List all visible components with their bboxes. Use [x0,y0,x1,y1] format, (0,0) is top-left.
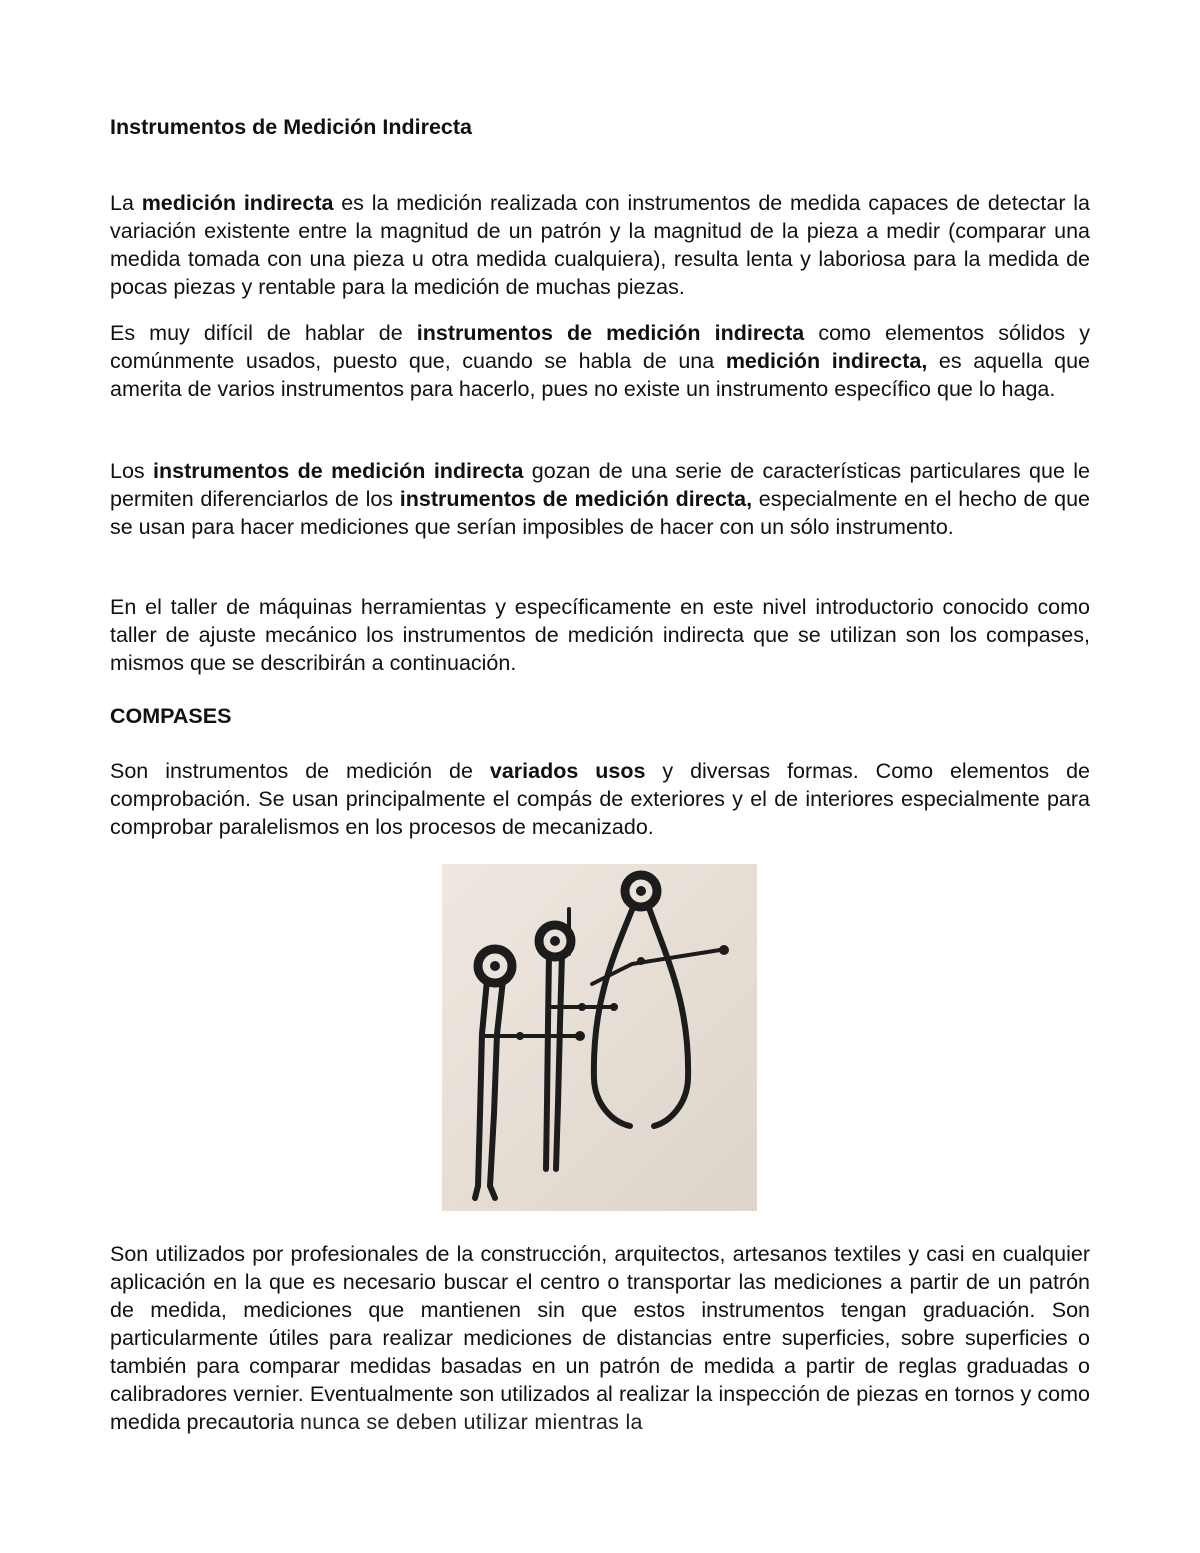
paragraph-uses [110,1240,1090,1436]
calipers-photo [442,864,757,1211]
paragraph-workshop: En el taller de máquinas herramientas y específicamente en este nivel introductorio conocido como taller de ajuste mecánico los instrumentos de medición indirecta que se utilizan son los compases, mismos que se describirán a continuación. [110,595,1090,675]
text-run: Son instrumentos de medición de [110,759,490,783]
paragraph-difficulty [110,319,1090,403]
section-heading-compases: COMPASES [110,704,232,728]
bold-term: variados usos [489,759,646,783]
paragraph-characteristics [110,457,1090,541]
inside-caliper-left-icon [475,949,585,1198]
text-run: especialmente en el hecho de que se usan para hacer mediciones que serían imposibles de hacer con un sólo instrumento. [110,487,1091,539]
bold-term: instrumentos de medición directa, [399,487,753,511]
paragraph-definition [110,189,1090,301]
calipers-photo-icon [442,864,757,1211]
text-run: Es muy difícil de hablar de [110,321,417,345]
text-run: La [110,191,142,215]
text-run: como elementos sólidos y comúnmente usados, puesto que, cuando se habla de una [110,321,1090,373]
text-run-tail: nunca se deben utilizar mientras la [300,1410,643,1434]
bold-term: instrumentos de medición indirecta [153,459,524,483]
paragraph-compases-intro [110,757,1090,841]
outside-caliper-right-icon [592,875,729,1126]
text-run: y diversas formas. Como elementos de comprobación. Se usan principalmente el compás de exteriores y el de interiores especialmente para comprobar paralelismos en los procesos de mecanizado. [110,759,1091,839]
text-run: gozan de una serie de características particulares que le permiten diferenciarlos de los [110,459,1091,511]
text-run: Son utilizados por profesionales de la construcción, arquitectos, artesanos textiles y casi en cualquier aplicación en la que es necesario buscar el centro o transportar las mediciones a partir de un patrón de medida, mediciones que mantienen sin que estos instrumentos tengan graduación. Son particularmente útiles para realizar mediciones de distancias entre superficies, sobre superficies o también para comparar medidas basadas en un patrón de medida a partir de reglas graduadas o calibradores vernier. Eventualmente son utilizados al realizar la inspección de piezas en tornos y como medida precautoria [110,1242,1090,1434]
bold-term: instrumentos de medición indirecta [416,321,805,345]
bold-term: medición indirecta, [725,349,928,373]
text-run: es aquella que amerita de varios instrumentos para hacerlo, pues no existe un instrumento específico que lo haga. [110,349,1091,401]
text-run: Los [110,459,154,483]
bold-term: medición indirecta [141,191,334,215]
document-title: Instrumentos de Medición Indirecta [110,115,472,139]
text-run: es la medición realizada con instrumentos de medida capaces de detectar la variación existente entre la magnitud de un patrón y la magnitud de la pieza a medir (comparar una medida tomada con una pieza u otra medida cualquiera), resulta lenta y laboriosa para la medida de pocas piezas y rentable para la medición de muchas piezas. [110,191,1091,299]
